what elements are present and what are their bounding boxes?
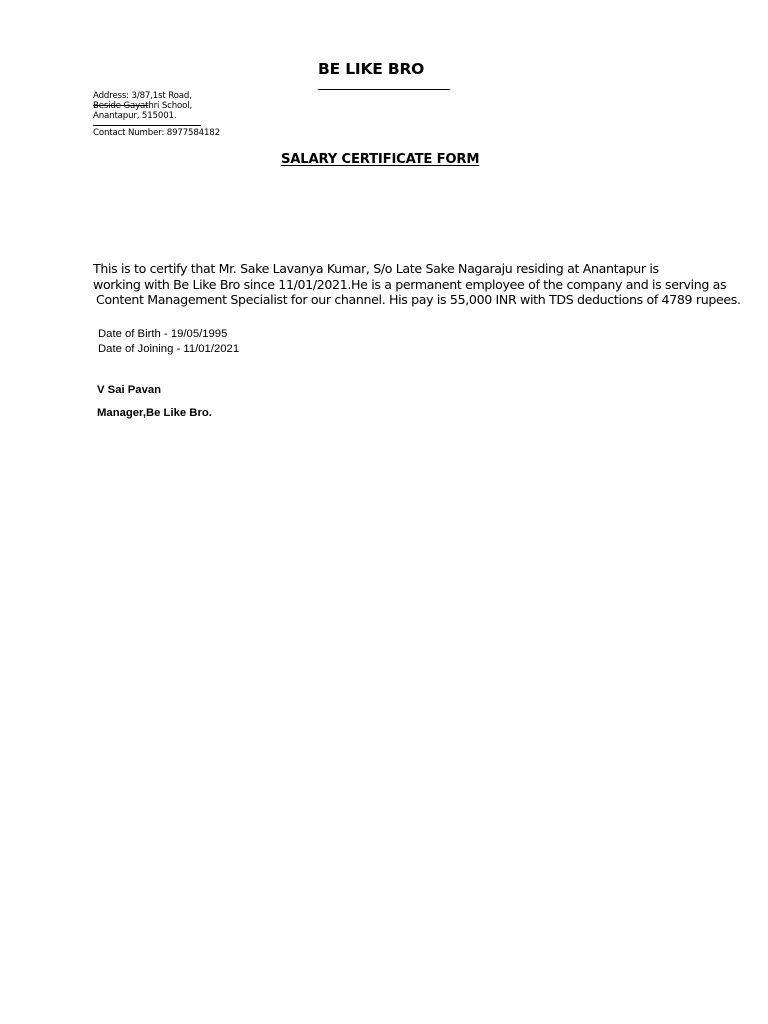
body-line-2: working with Be Like Bro since 11/01/2021.He is a permanent employee of the company and is serving as (93, 276, 727, 292)
address-line-2-rest: hri School, (148, 101, 193, 112)
body-line-1: This is to certify that Mr. Sake Lavanya Kumar, S/o Late Sake Nagaraju residing at Anantapur is (93, 261, 659, 276)
form-title: SALARY CERTIFICATE FORM (281, 152, 480, 167)
contact-number: Contact Number: 8977584182 (93, 128, 220, 138)
address-line-2-struck: Beside Gayat (93, 101, 149, 112)
signer-name: V Sai Pavan (97, 384, 162, 396)
company-name: BE LIKE BRO (318, 60, 425, 78)
signer-title: Manager,Be Like Bro. (97, 407, 212, 419)
address-line-1: Address: 3/87,1st Road, (93, 91, 192, 101)
company-address (93, 91, 192, 122)
address-divider (93, 125, 201, 126)
body-line-3: Content Management Specialist for our channel. His pay is 55,000 INR with TDS deductions of 4789 rupees. (96, 292, 741, 307)
address-line-2 (93, 101, 192, 111)
address-line-3: Anantapur, 515001. (93, 111, 177, 122)
date-of-joining: Date of Joining - 11/01/2021 (98, 343, 240, 355)
date-of-birth: Date of Birth - 19/05/1995 (98, 328, 228, 340)
employee-details (98, 327, 239, 357)
company-name-underline (318, 89, 450, 90)
certificate-body (93, 261, 741, 308)
